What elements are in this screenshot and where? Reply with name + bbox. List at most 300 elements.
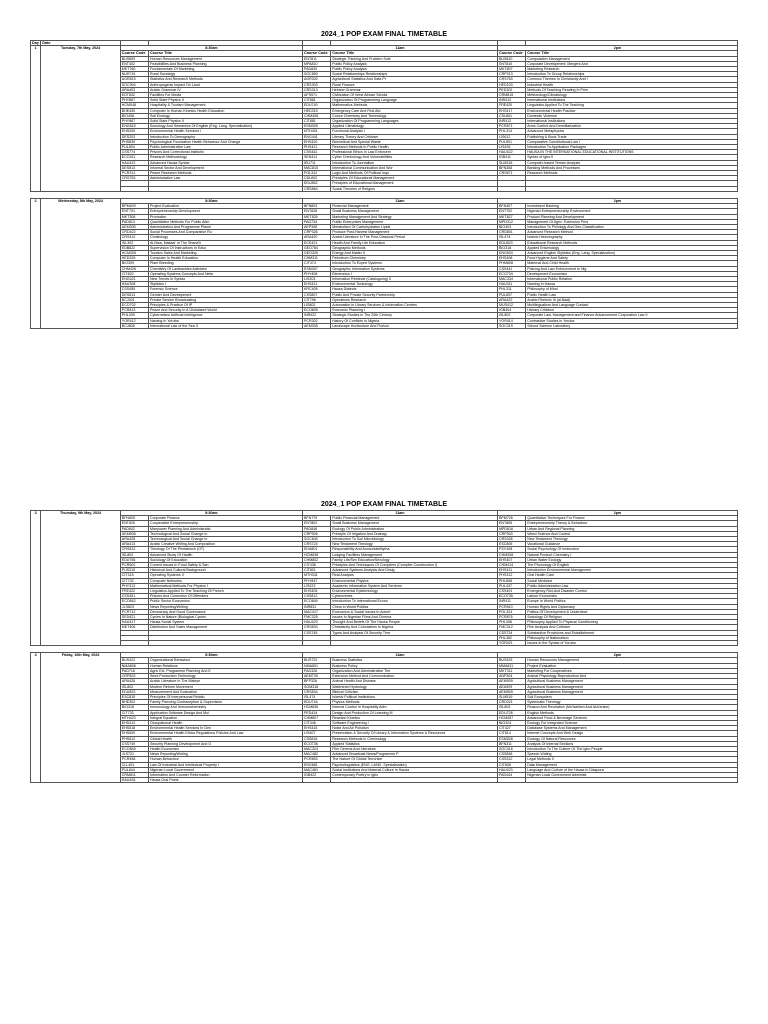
course-title: Hausa Oral Poets [149, 778, 303, 783]
exam-date: Tuesday, 7th May, 2024 [41, 46, 121, 192]
course-title: Mathematical Methods For Physics I [149, 583, 303, 588]
course-title: Application Software Design And Mul [149, 710, 303, 715]
course-title: Arabic Rhetoric III (al-Badi) [526, 297, 738, 302]
course-code: BFP326 [303, 679, 331, 684]
course-title: Marketing For Cooperatives [526, 668, 738, 673]
course-code: PAD846 [303, 526, 331, 531]
course-code: PUL437 [498, 583, 526, 588]
course-title: Occupational Health [149, 720, 303, 725]
course-code: MPA810 [302, 61, 330, 66]
course-title: Computer In Health Education [149, 256, 303, 261]
course-title: Introduction To Application Packages [526, 145, 738, 150]
course-code: ARA422 [498, 297, 526, 302]
course-code: ESM528 [498, 736, 526, 741]
course-title: Public Policy Analysis [331, 67, 498, 72]
course-title: International Institutions [526, 98, 738, 103]
course-title: Introduction To Group Relationships [526, 72, 738, 77]
course-title: Family Life/Sex Education/Sexology [331, 557, 498, 562]
course-code: CSS734 [498, 630, 526, 635]
course-title: Common Themes In Christianity And I [526, 77, 738, 82]
timetable-page-2 [30, 500, 738, 783]
course-title: Arabic Literature In The Post-Classical Period [331, 235, 498, 240]
course-code: MTH401 [302, 129, 330, 134]
course-code: BUS809 [120, 56, 148, 61]
course-title: Civilization Of West African Schola [331, 93, 498, 98]
course-code: ECO702 [120, 302, 148, 307]
course-code: LIS426 [498, 145, 526, 150]
spacer-row [31, 646, 738, 653]
course-title: Issues In Nigerian Films And Cinema [331, 615, 498, 620]
course-title: Administration And Programme Planni [149, 224, 303, 229]
course-title: Supervision Of Instructions In Educ [149, 245, 303, 250]
course-code: HAU422 [120, 160, 148, 165]
course-code: MKT807 [498, 67, 526, 72]
course-title: Internet Concepts And Web Design [526, 731, 738, 736]
course-title: Cyber Criminology And Vulnerabilities [331, 155, 498, 160]
course-title: Current Issues In Food Safety & San [149, 563, 303, 568]
course-code: PHL309 [120, 313, 148, 318]
course-title: Philosophy Applied To Physical Conditioning [526, 620, 738, 625]
course-code: CIT436 [303, 563, 331, 568]
course-title-header: Course Title [526, 51, 738, 56]
time-slot: 2pm [498, 511, 738, 516]
course-title: Entrepreneurship Theory & Behaviour [526, 521, 738, 526]
course-title: Public Health Law [526, 292, 738, 297]
course-code: CSS807 [302, 292, 330, 297]
course-code: PCR876 [498, 615, 526, 620]
course-code: CRS834 [303, 689, 331, 694]
course-code: EHS412 [120, 720, 148, 725]
course-title: Environmental Health Services In Gen [149, 726, 303, 731]
course-code: SOC904 [120, 82, 148, 87]
course-title: Data Management [526, 762, 738, 767]
course-code: AFS571 [302, 93, 330, 98]
course-title: Automation in Library Services & Information Centres [331, 302, 498, 307]
course-title: Advanced Broadcast News/Programme P [331, 752, 498, 757]
course-code: BUS425 [498, 658, 526, 663]
course-code: BHE430 [120, 108, 148, 113]
course-title: Information And Counter Reformation [149, 772, 303, 777]
course-code: EDU823 [120, 689, 148, 694]
course-title: Europe In World Politics [526, 599, 738, 604]
course-code: BHE302 [120, 700, 148, 705]
course-title: Quantitative Methods For Public Adm [149, 219, 303, 224]
course-code: MKT406 [120, 625, 148, 630]
course-code: PHY867 [120, 98, 148, 103]
course-code: ECO840 [303, 599, 331, 604]
course-title: Technological And Social Change In [149, 531, 303, 536]
course-code: PUL837 [498, 292, 526, 297]
course-code: PAD813 [120, 219, 148, 224]
course-code: HED326 [120, 256, 148, 261]
course-code: ENT828 [302, 209, 330, 214]
course-code: CHM308 [498, 552, 526, 557]
course-title: Agricultural Business Management [526, 679, 738, 684]
timetable-table [30, 510, 738, 783]
course-title: Social Medicine [526, 578, 738, 583]
course-title: Islamic Political Institutions [331, 694, 498, 699]
course-code: ESM305 [302, 124, 330, 129]
time-slot: 2pm [498, 198, 738, 203]
course-title: Nigerian Entrepreneurship Environment [526, 209, 738, 214]
course-title: Issues in the Syntax of Yoruba [526, 641, 738, 646]
course-title: Introduction To Demography [149, 134, 303, 139]
course-title: Family Planning Contraception & Supervision [149, 700, 303, 705]
course-title: Applied Statistics [331, 741, 498, 746]
course-title: Educational Research Methods [526, 240, 738, 245]
course-code: CRP303 [498, 531, 526, 536]
course-title: Public And Private Security Partnership [331, 292, 498, 297]
course-code: ECE421 [302, 240, 330, 245]
course-code: ISL802 [498, 313, 526, 318]
course-title: Sociology Of Religion [526, 615, 738, 620]
course-code: BFN805 [120, 516, 148, 521]
course-title: Functional Analysis I [331, 129, 498, 134]
time-slot: 8:30am [120, 511, 302, 516]
course-title: Stylistics I [149, 282, 303, 287]
course-title: Rural Finance [331, 82, 498, 87]
course-code: AEP308 [302, 224, 330, 229]
course-title: Psycholinguistics (ENG. LANG. Specialisation) [331, 762, 498, 767]
course-code: PCR302 [302, 318, 330, 323]
course-title: Principles & Practice Of IP [149, 302, 303, 307]
course-code: IEU711 [302, 160, 330, 165]
course-code: BUS422 [120, 658, 148, 663]
course-title: Ecology For Integrated Science [526, 720, 738, 725]
course-title: International Communication And Wor [331, 165, 498, 170]
course-title: Film Cinema And Literature [331, 746, 498, 751]
course-code: ARA420 [302, 235, 330, 240]
course-title: Arabic Literature In The Maleye [149, 679, 303, 684]
course-code: MKT311 [498, 668, 526, 673]
course-code: AEM508 [120, 531, 148, 536]
course-title: Advanced Systems Analysis And Desig [331, 568, 498, 573]
course-title: Measurement And Evaluation [149, 689, 303, 694]
course-code: CIT474 [302, 261, 330, 266]
course-title: Plant Breeding [149, 261, 303, 266]
course-title: New Testament Theology [331, 542, 498, 547]
course-title: Environmental Health Services I [149, 129, 303, 134]
course-code: AGR302 [302, 77, 330, 82]
course-code: HAU422 [498, 150, 526, 155]
course-code: ARA428 [120, 537, 148, 542]
date-header: Date [41, 41, 121, 46]
course-code: ECO736 [303, 741, 331, 746]
course-title: Arabic Grammar IV [149, 87, 303, 92]
day-number: 4 [31, 653, 41, 783]
course-code: EDT832 [120, 93, 148, 98]
course-code: INR412 [498, 98, 526, 103]
course-code: SOC840 [303, 537, 331, 542]
course-code: EHS411 [498, 568, 526, 573]
course-code: CSS745 [303, 630, 331, 635]
course-code: PHL362 [498, 635, 526, 640]
page-title: 2024_1 POP EXAM FINAL TIMETABLE [320, 31, 448, 38]
course-code: ECO805 [302, 308, 330, 313]
course-title: Arms Control And Demilitarization [526, 124, 738, 129]
course-title: Social Theories of Religion [331, 186, 498, 191]
course-code: CIT732 [120, 578, 148, 583]
day-header: Day [32, 41, 39, 45]
course-code: HCM457 [498, 715, 526, 720]
course-code [498, 778, 526, 783]
course-title: Methods Of Teaching Reading In Prim [526, 87, 738, 92]
course-title: Preservation & Security Of Library & Information Systems & Resources [331, 731, 498, 736]
course-title: Contemporary Poetry in Igbo [331, 772, 498, 777]
course-title-header: Course Title [149, 51, 303, 56]
course-title: Reason And Revelation (Mu'tazilism And Ash'arism) [526, 705, 738, 710]
course-code: HAU308 [120, 282, 148, 287]
course-title: Literary Criticism [526, 308, 738, 313]
course-title: Research Methods [526, 171, 738, 176]
course-title: Philosophy of Mind [526, 287, 738, 292]
course-code: CSS816 [303, 736, 331, 741]
course-title: Corporate Law, Management and Finance Advancement Corporation Law II [526, 313, 738, 318]
course-title: Advanced Study Of Hadith [149, 552, 303, 557]
course-code: CRS864 [302, 186, 330, 191]
course-code: BFN779 [303, 516, 331, 521]
course-code: CRS753 [120, 176, 148, 181]
course-title: Organization Of Programming Languages [331, 119, 498, 124]
course-title: Soil Ecosystem [526, 694, 738, 699]
course-code: CRP503 [120, 674, 148, 679]
course-code: MKT308 [120, 214, 148, 219]
course-code: CDL602 [302, 176, 330, 181]
course-code: SLM519 [498, 694, 526, 699]
course-title: Health And Family Life Education [331, 240, 498, 245]
course-title: Advanced Metaphysics [526, 129, 738, 134]
course-title: Publishing & Book Trade [526, 134, 738, 139]
course-code: AEM305 [120, 224, 148, 229]
course-code: PAD830 [302, 67, 330, 72]
course-code: EDA801 [303, 547, 331, 552]
course-title: Ecology Of Public Administration [331, 526, 498, 531]
course-title: International Public Relation [526, 276, 738, 281]
course-code: PHL311 [498, 287, 526, 292]
course-code: AEM739 [303, 674, 331, 679]
course-title: Human Behaviour [149, 757, 303, 762]
course-code: FMC325 [303, 615, 331, 620]
course-title: Linguistics Applied To The Teaching Of French [149, 589, 303, 594]
course-code: CRS326 [498, 537, 526, 542]
course-code: INR831 [303, 604, 331, 609]
time-slot: 8:30am [120, 653, 302, 658]
course-title: Rural Sociology [149, 72, 303, 77]
course-code: CRD321 [498, 700, 526, 705]
course-code: MKT826 [302, 214, 330, 219]
course-code: CIT822 [120, 271, 148, 276]
course-code: PHY408 [302, 271, 330, 276]
course-title: The Nature Of Global Terrorism [331, 757, 498, 762]
course-code: CSS441 [498, 266, 526, 271]
course-code: CRS313 [302, 87, 330, 92]
course-title: Technological And Social Change In [149, 537, 303, 542]
course-code: EHS405 [303, 589, 331, 594]
course-code: EDU744 [303, 700, 331, 705]
course-code: PCR853 [303, 757, 331, 762]
course-code: FRE420 [498, 103, 526, 108]
course-title: Banking Methods And Processes [526, 165, 738, 170]
course-code: ENG834 [498, 250, 526, 255]
course-title: Environmental Physics [331, 578, 498, 583]
course-code: CHM426 [120, 266, 148, 271]
course-code: ENT811 [302, 56, 330, 61]
course-title: Social Processes And Comparative Ru [149, 230, 303, 235]
course-title: Introduction To Journalism [331, 160, 498, 165]
course-title: Language And Culture of the Hausa In Diaspora [526, 767, 738, 772]
course-code: INR411 [498, 599, 526, 604]
course-code: MAC481 [303, 767, 331, 772]
course-code: SOM318 [303, 684, 331, 689]
course-title: Multilingualism And Language Contact [526, 302, 738, 307]
course-title: Human Rights And Diplomacy [526, 604, 738, 609]
course-title: Industrial Health [526, 82, 738, 87]
course-title: Watershed Hydrology [331, 684, 498, 689]
spacer-row [31, 191, 738, 198]
course-code: POL312 [302, 171, 330, 176]
exam-date: Friday, 10th May, 2024 [41, 653, 121, 783]
course-code: AGR815 [120, 77, 148, 82]
course-title: Prisons And Correctional Institutio [149, 150, 303, 155]
course-code: ARA403 [120, 87, 148, 92]
course-title: Agricultural Business Management [526, 684, 738, 689]
course-title: Applied Entomology [526, 245, 738, 250]
course-title: China In World Politics [331, 604, 498, 609]
course-title: Computer In Human Kinetics Health Education [149, 108, 303, 113]
course-code: HAU423 [498, 767, 526, 772]
course-code: BIO309 [120, 261, 148, 266]
course-title: Public Administration Law [526, 583, 738, 588]
course-title: Social Institutions And Material Culture In Hausa [331, 767, 498, 772]
course-title: Produce Post-Harvest Management [331, 230, 498, 235]
course-code: MUS412 [498, 302, 526, 307]
course-title: Introduction To International Econo [331, 599, 498, 604]
time-slot: 8:30am [120, 46, 302, 51]
course-code: PAD444 [498, 772, 526, 777]
course-code: IGB411 [498, 155, 526, 160]
course-code: CRD422 [120, 230, 148, 235]
course-code: HCM305 [120, 250, 148, 255]
course-code: EDU756 [120, 557, 148, 562]
course-code: SOC316 [498, 746, 526, 751]
course-code: CSS312 [498, 757, 526, 762]
course-title: Economics & Social Issues In Advert [331, 609, 498, 614]
course-code: BUS722 [303, 658, 331, 663]
course-code: EHS518 [120, 726, 148, 731]
course-title: Sociology And Semantics Of English (Eng. Lang. Specialization) [149, 124, 303, 129]
course-title: Christianity And Colonialism In Nigeria [331, 625, 498, 630]
course-title: Small Business Management [331, 521, 498, 526]
course-title: Arabic Creative Writing And Composition [149, 542, 303, 547]
course-title: Research Methodology [149, 155, 303, 160]
course-code: AEM305 [302, 323, 330, 328]
course-title: Project Evaluation [526, 663, 738, 668]
course-title: Development Economics [526, 271, 738, 276]
course-code: GEO320 [302, 250, 330, 255]
course-title: Organization And Administrative The [331, 668, 498, 673]
course-title: Chemistry Of Lanthanides Actinides [149, 266, 303, 271]
course-title: Film Analysis And Criticism [526, 625, 738, 630]
course-title: Natural Product Chemistry I [526, 552, 738, 557]
course-code: MPD816 [498, 526, 526, 531]
exam-date: Thursday, 9th May, 2024 [41, 511, 121, 646]
course-title: Christology [149, 235, 303, 240]
course-code: ESC805 [498, 542, 526, 547]
course-code: ENT701 [120, 209, 148, 214]
course-code: PHS421 [302, 145, 330, 150]
course-code: SLM318 [498, 160, 526, 165]
course-title: Facilities For Media [149, 93, 303, 98]
course-code: FMC312 [498, 625, 526, 630]
course-title: Research Methods In Public Health [331, 145, 498, 150]
course-title: Logic And Methods Of Political Inqu [331, 171, 498, 176]
course-code: LIS612 [498, 134, 526, 139]
course-code: INR422 [302, 313, 330, 318]
course-title: Extension Method And Communication [331, 674, 498, 679]
course-code: CSS749 [120, 741, 148, 746]
course-title: Administrative Law [149, 176, 303, 181]
course-code: INR412 [498, 119, 526, 124]
course-title: Legal Methods II [526, 757, 738, 762]
course-title: Software Engineering I [331, 720, 498, 725]
course-code: SED421 [120, 615, 148, 620]
course-title: Biomedical And Special Waste [331, 139, 498, 144]
course-code: PHY313 [120, 583, 148, 588]
course-code: EHS408 [498, 256, 526, 261]
course-title: Systematic Theology [526, 700, 738, 705]
course-title: Academic Information System And Services [331, 583, 498, 588]
course-title: Landscape Horticulture And Floricul [331, 323, 498, 328]
course-code: MPD312 [498, 219, 526, 224]
course-title: The Phonology Of English [526, 563, 738, 568]
course-code: CSS455 [120, 287, 148, 292]
course-title: Environmental Health Practice [526, 108, 738, 113]
course-title: Animal Health And Disease [331, 679, 498, 684]
course-title: Theology Of The Pentateuch (OT) [149, 547, 303, 552]
course-code: CIT427 [498, 726, 526, 731]
course-code: CSS491 [498, 589, 526, 594]
course-title: Environmental Epidemiology [331, 589, 498, 594]
course-title: Internal Control In Hospitality Adm [331, 705, 498, 710]
day-number: 3 [31, 511, 41, 646]
course-code: EDU852 [302, 181, 330, 186]
spacer-cell [31, 646, 738, 653]
course-title: Physics Methods [331, 700, 498, 705]
course-title: Public Enterprises Management [331, 219, 498, 224]
course-title: Human Resources Management [149, 56, 303, 61]
course-code: ANP304 [498, 674, 526, 679]
course-title: Product Planning And Development [526, 214, 738, 219]
course-title: Cooperative Entrepreneurship [149, 521, 303, 526]
course-code: FRE422 [120, 589, 148, 594]
course-title: International Law of the Sea II [149, 323, 303, 328]
course-title: Agricultural Statistics And Data Pr [331, 77, 498, 82]
course-title: Hospitality & Tourism Management [149, 103, 303, 108]
course-code: MAC417 [303, 609, 331, 614]
course-code: ISL302 [120, 240, 148, 245]
time-slot: 11am [302, 198, 497, 203]
course-code: PHS812 [120, 736, 148, 741]
course-code: CIT881 [302, 98, 330, 103]
course-code: PED302 [498, 87, 526, 92]
course-code: CIT801 [303, 568, 331, 573]
course-title: Computer-based Terrain Analysis [526, 160, 738, 165]
course-title: Financial Management [331, 204, 498, 209]
course-title: New Testament Theology [526, 537, 738, 542]
course-title: HAUSA IN THE INTERNATIONAL EDUCATIONAL INSTITUTIONS [526, 150, 738, 155]
course-code: BFN407 [498, 204, 526, 209]
course-code: CIT446 [303, 720, 331, 725]
